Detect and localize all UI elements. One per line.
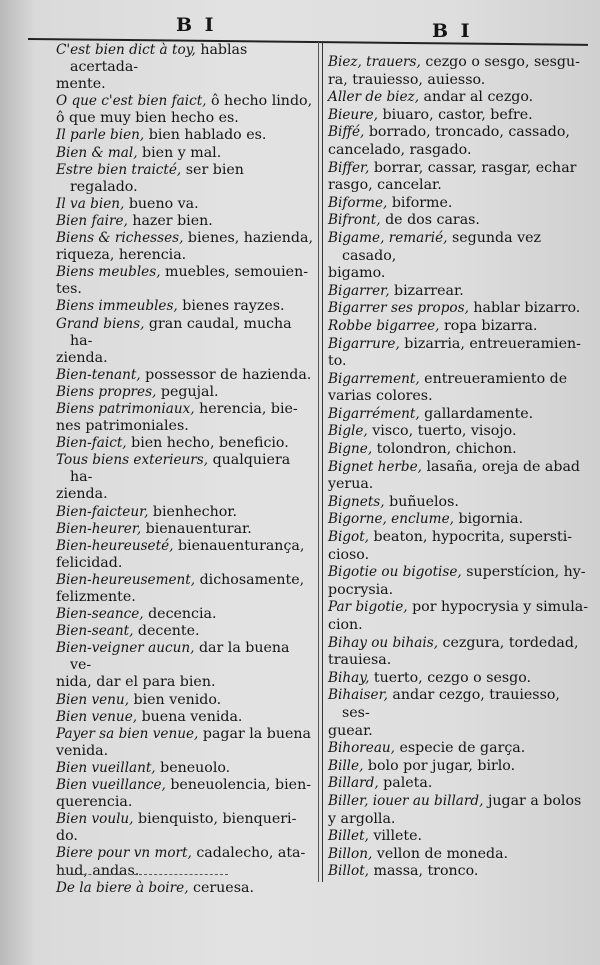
dictionary-entry [328,740,590,758]
dictionary-entry [328,758,590,776]
dictionary-entry [56,521,314,538]
definition: riqueza, herencia. [56,247,187,264]
dictionary-entry [56,418,314,435]
dictionary-entry [328,160,590,178]
headword: Bihay ou bihais, [328,634,439,651]
definition: bienquisto, bienqueri- [133,811,297,828]
definition: possessor de hazienda. [140,366,312,383]
definition: paleta. [378,775,433,792]
dictionary-entry [328,406,590,424]
definition: pagar la buena [198,725,311,742]
definition: ô que muy bien hecho es. [56,110,239,127]
dictionary-entry [56,350,314,367]
dictionary-entry [328,494,590,512]
headword: Bignet herbe, [328,458,422,475]
definition: bienauenturança, [173,537,305,554]
headword: Bien-heurer, [56,520,142,537]
definition: decente. [133,623,200,640]
definition: beaton, hypocrita, supersti- [369,529,573,546]
dictionary-entry [328,811,590,829]
definition: varias colores. [328,388,433,405]
dictionary-entry [328,582,590,600]
definition: entreueramiento de [419,370,568,387]
left-column [56,42,314,897]
dictionary-entry [328,670,590,688]
dictionary-entry [328,177,590,195]
headword: Bigotie ou bigotise, [328,564,462,581]
definition: vellon de moneda. [372,845,509,862]
definition: superstícion, hy- [461,564,586,581]
dictionary-entry [56,743,314,760]
definition: querencia. [56,794,133,811]
dictionary-entry [328,599,590,617]
headword: Par bigotie, [328,599,408,616]
definition: bien hablado es. [144,127,267,144]
definition: villete. [368,828,423,845]
definition: mente. [56,76,106,93]
definition: bienauenturar. [141,520,252,537]
headword: Billon, [328,845,373,862]
definition: andar al cezgo. [419,89,534,106]
definition: segunda vez casado, [342,229,541,264]
dictionary-entry [328,265,590,283]
headword: Bien & mal, [56,144,138,161]
definition: zienda. [56,486,108,503]
definition: gallardamente. [419,405,534,422]
definition: visco, tuerto, visojo. [367,423,517,440]
definition: cadalecho, ata- [191,845,306,862]
dictionary-entry [328,511,590,529]
dictionary-entry [56,110,314,127]
headword: Billet, [328,828,369,845]
dictionary-entry [56,863,314,880]
definition: beneuolo. [155,759,231,776]
definition: bueno va. [124,195,199,212]
headword: Bifront, [328,212,381,229]
definition: dichosamente, [195,571,305,588]
definition: nes patrimoniales. [56,418,189,435]
headword: Bien-veigner aucun, [56,640,195,657]
dictionary-entry [56,196,314,213]
dictionary-entry [56,452,314,486]
definition: ropa bizarra. [439,317,538,334]
right-column [328,54,590,881]
dictionary-entry [56,794,314,811]
definition: bizarrear. [389,282,464,299]
headword: Bille, [328,757,364,774]
dictionary-entry [56,401,314,418]
running-head-right: B I [432,20,473,42]
dictionary-entry [56,384,314,401]
definition: tuerto, cezgo o sesgo. [369,669,532,686]
definition: cioso. [328,546,370,563]
headword: Bignets, [328,493,385,510]
definition: qualquiera ha- [70,452,291,486]
definition: nida, dar el para bien. [56,674,216,691]
definition: gran caudal, mucha ha- [70,315,292,349]
dictionary-entry [56,76,314,93]
headword: Bigarrer ses propos, [328,300,469,317]
headword: Biens meubles, [56,264,161,281]
definition: bienes rayzes. [177,298,285,315]
headword: Bigarrer, [328,282,390,299]
dictionary-entry [328,793,590,811]
definition: biforme. [387,194,453,211]
running-head-left: B I [176,14,217,36]
dictionary-entry [56,298,314,315]
dictionary-entry [328,723,590,741]
definition: venida. [56,742,109,759]
definition: beneuolencia, bien- [165,777,312,794]
dictionary-entry [56,367,314,384]
dictionary-entry [328,212,590,230]
dictionary-entry [56,674,314,691]
definition: buñuelos. [384,493,459,510]
headword: Bieure, [328,106,379,123]
headword: Bien vueillance, [56,777,166,794]
headword: Billard, [328,775,379,792]
headword: Bien-heureusement, [56,571,196,588]
dictionary-entry [328,388,590,406]
headword: Bigame, remarié, [328,229,448,246]
headword: Bigot, [328,529,370,546]
dictionary-entry [56,709,314,726]
headword: Tous biens exterieurs, [56,452,209,469]
dictionary-entry [328,371,590,389]
dictionary-entry [328,635,590,653]
headword: Bien-seance, [56,606,144,623]
dictionary-entry [56,93,314,110]
definition: bien y mal. [137,144,222,161]
dictionary-entry [328,300,590,318]
definition: bien hecho, beneficio. [126,435,289,452]
definition: ser bien regalado. [70,161,244,195]
dictionary-entry [56,435,314,452]
headword: Biez, trauers, [328,54,421,70]
headword: Estre bien traicté, [56,161,182,178]
definition: buena venida. [137,708,243,725]
headword: Biffer, [328,159,370,176]
dictionary-entry [56,316,314,350]
definition: biuaro, castor, befre. [378,106,533,123]
dictionary-entry [328,336,590,354]
column-divider [322,42,323,882]
definition: ra, trauiesso, auiesso. [328,71,486,88]
definition: pocrysia. [328,581,394,598]
headword: Il parle bien, [56,127,145,144]
dictionary-entry [56,230,314,247]
dictionary-entry [328,353,590,371]
definition: yerua. [328,476,374,493]
dictionary-entry [56,640,314,674]
dictionary-entry [328,775,590,793]
headword: Biforme, [328,194,388,211]
headword: Bien vueillant, [56,759,156,776]
dictionary-entry [328,846,590,864]
definition: tolondron, chichon. [372,441,517,458]
definition: tes. [56,281,82,298]
headword: Bihay, [328,669,370,686]
definition: cezgura, tordedad, [438,634,579,651]
definition: bolo por jugar, birlo. [363,757,516,774]
definition: decencia. [143,606,217,623]
headword: Payer sa bien venue, [56,725,199,742]
dictionary-entry [56,264,314,281]
definition: especie de garça. [395,740,526,757]
definition: andar cezgo, trauiesso, ses- [342,687,560,721]
dictionary-entry [56,42,314,76]
headword: Robbe bigarree, [328,317,440,334]
headword: Biens immeubles, [56,298,178,315]
dictionary-entry [328,195,590,213]
definition: bizarria, entreueramien- [399,335,581,352]
headword: C'est bien dict à toy, [56,42,196,58]
definition: felicidad. [56,554,123,571]
dictionary-entry [328,617,590,635]
dictionary-entry [56,281,314,298]
definition: bigamo. [328,265,386,282]
dictionary-entry [328,107,590,125]
headword: Bien venu, [56,691,130,708]
headword: Bigorne, enclume, [328,511,454,528]
headword: Bigne, [328,441,373,458]
headword: Aller de biez, [328,89,420,106]
dictionary-entry [328,89,590,107]
headword: Biens patrimoniaux, [56,400,195,417]
dictionary-entry [328,547,590,565]
definition: guear. [328,722,373,739]
dictionary-entry [328,230,590,265]
headword: Bigarrement, [328,370,420,387]
headword: Bigarrure, [328,335,400,352]
dictionary-entry [56,162,314,196]
end-rule [58,874,228,875]
dictionary-entry [56,760,314,777]
dictionary-entry [56,145,314,162]
dictionary-entry [328,142,590,160]
dictionary-entry [56,880,314,897]
headword: Bien voulu, [56,811,134,828]
definition: bigornia. [453,511,524,528]
headword: Bien venue, [56,708,138,725]
dictionary-entry [56,589,314,606]
headword: De la biere à boire, [56,879,189,896]
dictionary-entry [328,476,590,494]
definition: jugar a bolos [483,792,582,809]
headword: Grand biens, [56,315,145,332]
definition: rasgo, cancelar. [328,177,442,194]
definition: to. [328,353,347,370]
headword: Bien-faict, [56,435,127,452]
dictionary-entry [56,726,314,743]
dictionary-entry [56,828,314,845]
definition: cion. [328,617,363,633]
headword: Billot, [328,863,370,880]
dictionary-entry [328,652,590,670]
dictionary-entry [328,687,590,722]
dictionary-entry [56,555,314,572]
dictionary-entry [328,459,590,477]
dictionary-entry [56,777,314,794]
definition: hud, andas. [56,862,140,879]
definition: cancelado, rasgado. [328,141,472,158]
headword: Bien-heureuseté, [56,537,174,554]
headword: Biller, iouer au billard, [328,792,484,809]
definition: bienes, hazienda, [183,230,313,247]
dictionary-entry [328,318,590,336]
definition: ô hecho lindo, [206,93,313,110]
headword: Bien-tenant, [56,366,141,383]
headword: Bigle, [328,423,368,440]
dictionary-entry [56,606,314,623]
dictionary-entry [328,124,590,142]
definition: lasaña, oreja de abad [422,458,581,475]
dictionary-entry [328,423,590,441]
headword: Biens propres, [56,383,157,400]
headword: Bien-faicteur, [56,503,149,520]
dictionary-entry [56,538,314,555]
definition: bien venido. [129,691,222,708]
definition: zienda. [56,349,108,366]
definition: pegujal. [156,383,219,400]
dictionary-entry [56,811,314,828]
dictionary-entry [56,247,314,264]
definition: por hypocrysia y simula- [407,599,589,616]
dictionary-entry [56,623,314,640]
headword: Biens & richesses, [56,230,184,247]
definition: hablar bizarro. [468,300,581,317]
headword: Bihoreau, [328,740,395,757]
dictionary-entry [56,845,314,862]
dictionary-entry [56,213,314,230]
headword: Bigarrément, [328,405,420,422]
definition: bienhechor. [148,503,237,520]
definition: ceruesa. [188,879,254,896]
dictionary-entry [328,863,590,881]
definition: hazer bien. [127,212,213,229]
definition: herencia, bie- [194,400,298,417]
definition: massa, tronco. [369,863,479,880]
definition: cezgo o sesgo, sesgu- [420,54,580,70]
definition: trauiesa. [328,652,392,669]
dictionary-entry [56,692,314,709]
definition: y argolla. [328,810,396,827]
definition: do. [56,828,78,845]
headword: Bihaiser, [328,687,388,704]
headword: Bien faire, [56,212,128,229]
dictionary-entry [328,54,590,72]
headword: Biere pour vn mort, [56,845,192,862]
definition: hablas acertada- [70,42,248,76]
dictionary-entry [328,529,590,547]
definition: muebles, semouien- [160,264,309,281]
dictionary-entry [56,127,314,144]
dictionary-entry [328,564,590,582]
dictionary-entry [328,441,590,459]
column-divider-inner [318,42,319,882]
dictionary-entry [328,828,590,846]
definition: borrar, cassar, rasgar, echar [369,159,577,176]
headword: Biffé, [328,124,365,141]
definition: dar la buena ve- [70,640,290,674]
dictionary-entry [328,72,590,90]
dictionary-entry [56,486,314,503]
dictionary-entry [56,572,314,589]
headword: Il va bien, [56,195,125,212]
headword: Bien-seant, [56,623,134,640]
dictionary-entry [56,504,314,521]
definition: felizmente. [56,589,136,605]
definition: de dos caras. [380,212,480,229]
headword: O que c'est bien faict, [56,93,207,110]
dictionary-entry [328,283,590,301]
definition: borrado, troncado, cassado, [364,124,570,141]
